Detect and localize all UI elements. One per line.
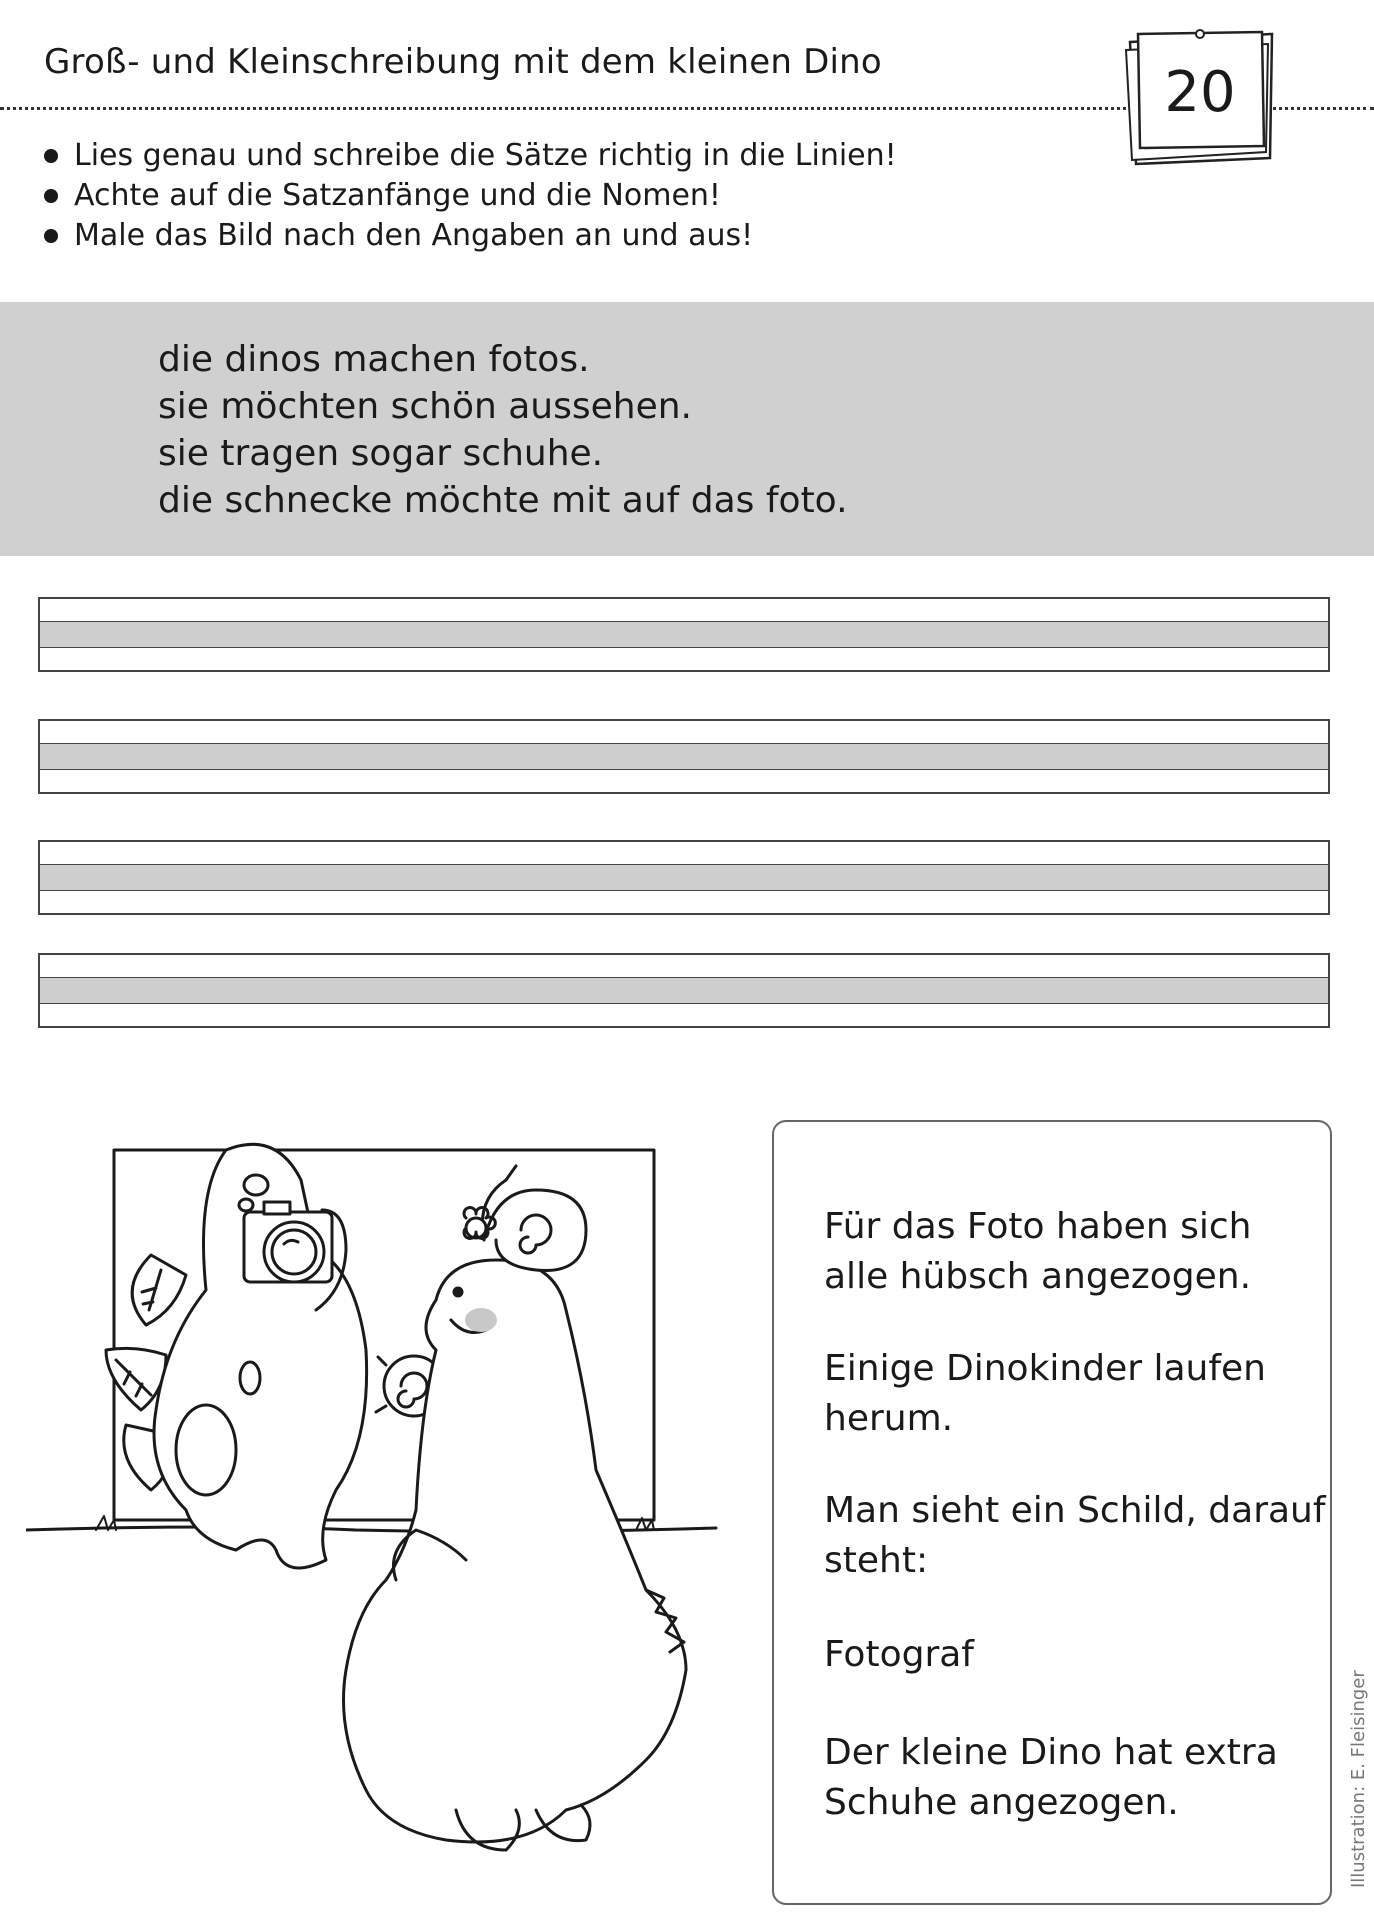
page-title: Groß- und Kleinschreibung mit dem kleinen Dino — [44, 42, 882, 82]
writing-line[interactable] — [38, 597, 1330, 672]
instruction-item: Achte auf die Satzanfänge und die Nomen! — [44, 176, 897, 216]
sentence-list — [158, 336, 848, 524]
bullet-icon — [44, 229, 58, 243]
illustration-credit: Illustration: E. Fleisinger — [1348, 1670, 1369, 1888]
dino-coloring-illustration[interactable] — [26, 1110, 736, 1890]
instruction-item: Lies genau und schreibe die Sätze richtig in die Linien! — [44, 136, 897, 176]
writing-line[interactable] — [38, 840, 1330, 915]
info-paragraph: Man sieht ein Schild, darauf steht: — [824, 1490, 1326, 1581]
bullet-icon — [44, 149, 58, 163]
instruction-list — [44, 136, 897, 256]
page-number: 20 — [1164, 60, 1236, 125]
instruction-item: Male das Bild nach den Angaben an und aus! — [44, 216, 897, 256]
info-paragraph: Für das Foto haben sich alle hübsch angezogen. — [824, 1206, 1252, 1297]
sentence: sie tragen sogar schuhe. — [158, 433, 604, 474]
info-paragraph: Einige Dinokinder laufen herum. — [824, 1348, 1267, 1439]
sentence: sie möchten schön aussehen. — [158, 386, 692, 427]
writing-line[interactable] — [38, 719, 1330, 794]
bullet-icon — [44, 189, 58, 203]
writing-line[interactable] — [38, 953, 1330, 1028]
sentence: die dinos machen fotos. — [158, 339, 590, 380]
info-paragraph: Der kleine Dino hat extra Schuhe angezogen. — [824, 1732, 1278, 1823]
sentence: die schnecke möchte mit auf das foto. — [158, 480, 848, 521]
info-paragraph: Fotograf — [824, 1634, 974, 1675]
